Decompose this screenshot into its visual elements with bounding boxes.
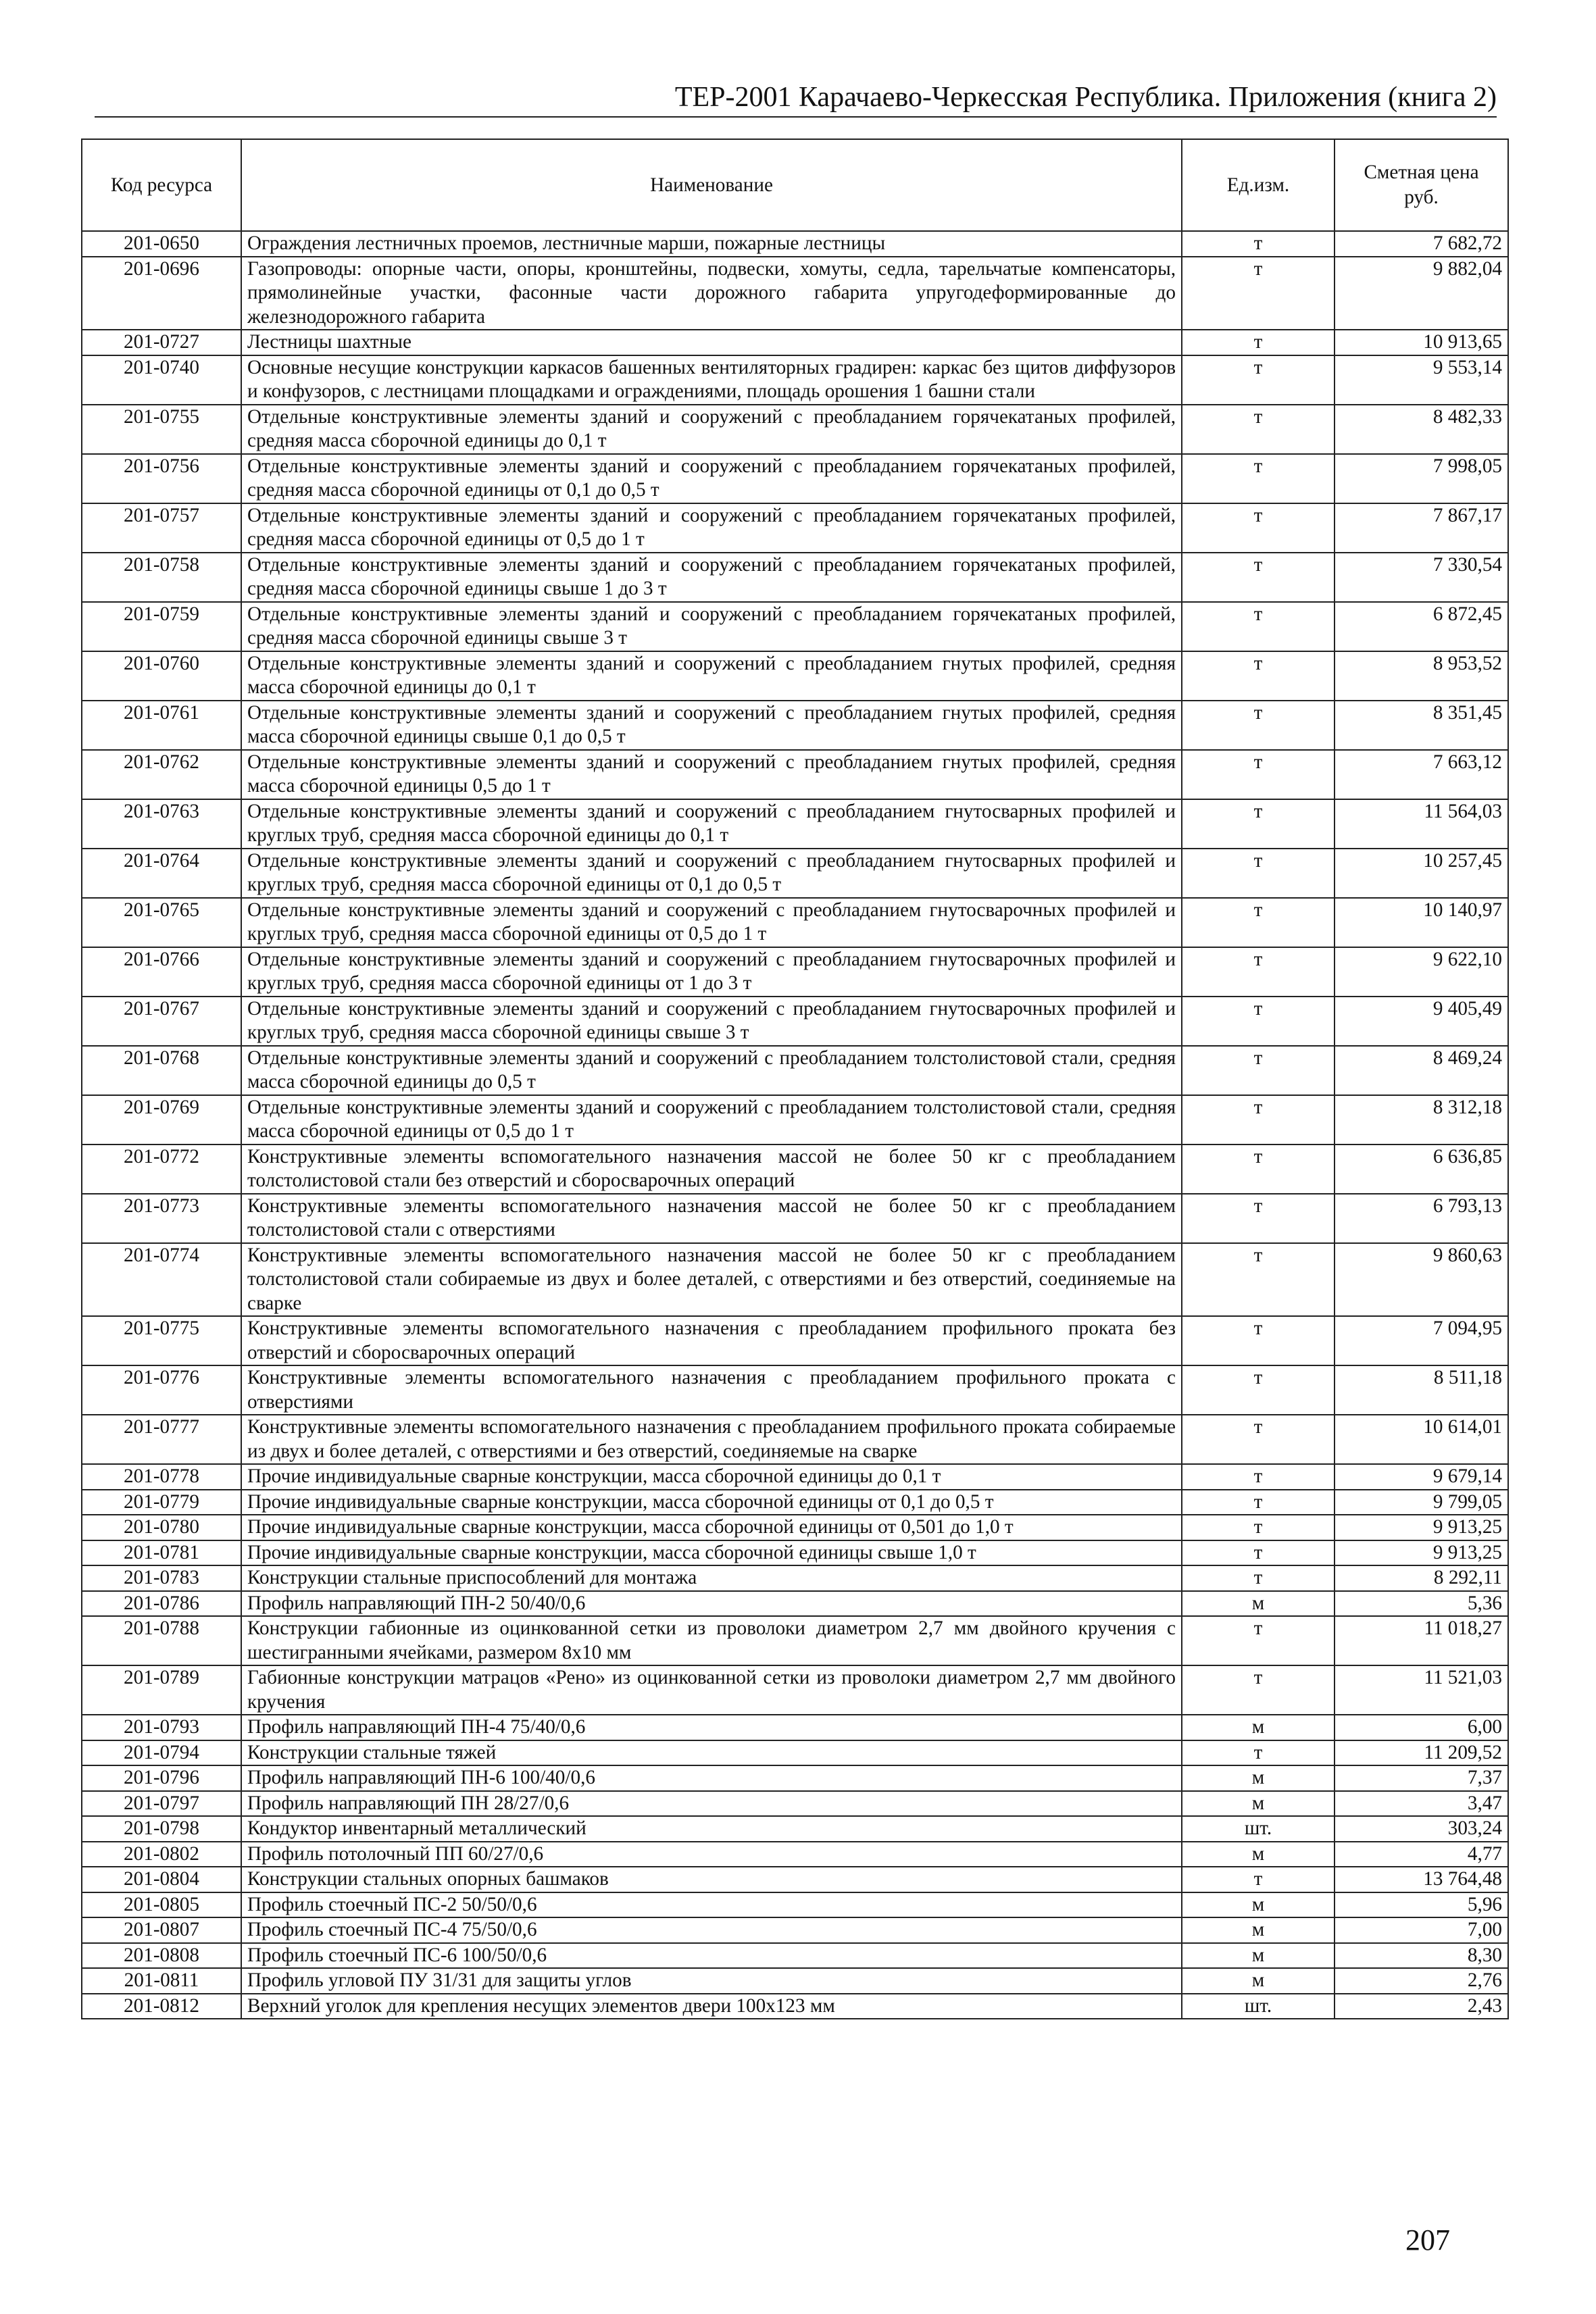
- table-row: [82, 553, 1508, 602]
- cell-name: Прочие индивидуальные сварные конструкции, масса сборочной единицы от 0,1 до 0,5 т: [241, 1490, 1182, 1515]
- cell-code: 201-0807: [82, 1917, 241, 1943]
- cell-code: 201-0779: [82, 1490, 241, 1515]
- cell-code: 201-0757: [82, 503, 241, 553]
- cell-name: Ограждения лестничных проемов, лестничные марши, пожарные лестницы: [241, 231, 1182, 257]
- col-header-unit: Ед.изм.: [1182, 139, 1335, 231]
- cell-price: 6 872,45: [1335, 602, 1508, 651]
- table-row: [82, 1917, 1508, 1943]
- cell-unit: т: [1182, 1145, 1335, 1194]
- table-row: [82, 602, 1508, 651]
- cell-name: Конструкции стальных опорных башмаков: [241, 1867, 1182, 1892]
- cell-name: Отдельные конструктивные элементы зданий и сооружений с преобладанием гнутосварочных профилей и круглых труб, средняя масса сборочной единицы свыше 3 т: [241, 997, 1182, 1046]
- table-row: [82, 947, 1508, 997]
- cell-unit: т: [1182, 799, 1335, 849]
- cell-name: Профиль направляющий ПН-6 100/40/0,6: [241, 1765, 1182, 1791]
- cell-unit: т: [1182, 454, 1335, 503]
- table-row: [82, 1365, 1508, 1415]
- cell-code: 201-0789: [82, 1665, 241, 1715]
- cell-price: 2,76: [1335, 1968, 1508, 1994]
- cell-name: Отдельные конструктивные элементы зданий и сооружений с преобладанием гнутосварочных профилей и круглых труб, средняя масса сборочной единицы от 1 до 3 т: [241, 947, 1182, 997]
- cell-name: Отдельные конструктивные элементы зданий и сооружений с преобладанием толстолистовой стали, средняя масса сборочной единицы до 0,5 т: [241, 1046, 1182, 1095]
- cell-unit: т: [1182, 1490, 1335, 1515]
- cell-code: 201-0769: [82, 1095, 241, 1145]
- cell-unit: т: [1182, 405, 1335, 454]
- cell-unit: т: [1182, 1515, 1335, 1540]
- cell-name: Верхний уголок для крепления несущих элементов двери 100х123 мм: [241, 1994, 1182, 2019]
- cell-unit: т: [1182, 355, 1335, 405]
- cell-price: 2,43: [1335, 1994, 1508, 2019]
- cell-unit: т: [1182, 1243, 1335, 1317]
- cell-price: 6 793,13: [1335, 1194, 1508, 1243]
- cell-price: 7 682,72: [1335, 231, 1508, 257]
- cell-code: 201-0794: [82, 1740, 241, 1766]
- cell-code: 201-0774: [82, 1243, 241, 1317]
- cell-code: 201-0740: [82, 355, 241, 405]
- table-row: [82, 849, 1508, 898]
- table-row: [82, 1565, 1508, 1591]
- cell-price: 8 312,18: [1335, 1095, 1508, 1145]
- cell-code: 201-0768: [82, 1046, 241, 1095]
- cell-unit: т: [1182, 1740, 1335, 1766]
- cell-code: 201-0805: [82, 1892, 241, 1918]
- cell-code: 201-0772: [82, 1145, 241, 1194]
- table-row: [82, 1243, 1508, 1317]
- table-row: [82, 1616, 1508, 1665]
- cell-price: 9 913,25: [1335, 1540, 1508, 1566]
- cell-name: Профиль стоечный ПС-4 75/50/0,6: [241, 1917, 1182, 1943]
- cell-unit: т: [1182, 651, 1335, 701]
- cell-unit: т: [1182, 1616, 1335, 1665]
- cell-name: Профиль стоечный ПС-2 50/50/0,6: [241, 1892, 1182, 1918]
- table-row: [82, 1715, 1508, 1740]
- table-row: [82, 257, 1508, 330]
- cell-code: 201-0804: [82, 1867, 241, 1892]
- table-row: [82, 651, 1508, 701]
- cell-unit: шт.: [1182, 1816, 1335, 1842]
- table-row: [82, 454, 1508, 503]
- cell-unit: м: [1182, 1943, 1335, 1969]
- table-row: [82, 1316, 1508, 1365]
- cell-unit: т: [1182, 849, 1335, 898]
- table-row: [82, 1867, 1508, 1892]
- cell-code: 201-0756: [82, 454, 241, 503]
- cell-price: 8,30: [1335, 1943, 1508, 1969]
- cell-name: Кондуктор инвентарный металлический: [241, 1816, 1182, 1842]
- cell-price: 8 482,33: [1335, 405, 1508, 454]
- cell-price: 6,00: [1335, 1715, 1508, 1740]
- cell-code: 201-0761: [82, 701, 241, 750]
- cell-unit: т: [1182, 330, 1335, 355]
- cell-price: 9 860,63: [1335, 1243, 1508, 1317]
- cell-name: Конструкции стальные тяжей: [241, 1740, 1182, 1766]
- cell-code: 201-0758: [82, 553, 241, 602]
- cell-code: 201-0762: [82, 750, 241, 799]
- cell-name: Отдельные конструктивные элементы зданий и сооружений с преобладанием гнутосварочных профилей и круглых труб, средняя масса сборочной единицы от 0,5 до 1 т: [241, 898, 1182, 947]
- cell-unit: м: [1182, 1715, 1335, 1740]
- cell-name: Профиль стоечный ПС-6 100/50/0,6: [241, 1943, 1182, 1969]
- cell-name: Профиль направляющий ПН 28/27/0,6: [241, 1791, 1182, 1817]
- cell-code: 201-0773: [82, 1194, 241, 1243]
- cell-price: 11 209,52: [1335, 1740, 1508, 1766]
- table-row: [82, 1665, 1508, 1715]
- cell-code: 201-0802: [82, 1842, 241, 1867]
- cell-name: Прочие индивидуальные сварные конструкции, масса сборочной единицы до 0,1 т: [241, 1464, 1182, 1490]
- cell-unit: т: [1182, 231, 1335, 257]
- table-row: [82, 701, 1508, 750]
- cell-price: 11 018,27: [1335, 1616, 1508, 1665]
- table-row: [82, 1095, 1508, 1145]
- page-number: 207: [1405, 2223, 1450, 2257]
- cell-unit: т: [1182, 701, 1335, 750]
- header-row: [82, 139, 1508, 231]
- cell-unit: т: [1182, 1665, 1335, 1715]
- cell-code: 201-0775: [82, 1316, 241, 1365]
- cell-code: 201-0796: [82, 1765, 241, 1791]
- cell-code: 201-0766: [82, 947, 241, 997]
- table-row: [82, 405, 1508, 454]
- cell-name: Габионные конструкции матрацов «Рено» из оцинкованной сетки из проволоки диаметром 2,7 мм двойного кручения: [241, 1665, 1182, 1715]
- table-row: [82, 1892, 1508, 1918]
- cell-unit: т: [1182, 1046, 1335, 1095]
- cell-name: Профиль угловой ПУ 31/31 для защиты углов: [241, 1968, 1182, 1994]
- table-row: [82, 231, 1508, 257]
- cell-name: Отдельные конструктивные элементы зданий и сооружений с преобладанием горячекатаных профилей, средняя масса сборочной единицы до 0,1 т: [241, 405, 1182, 454]
- cell-name: Отдельные конструктивные элементы зданий и сооружений с преобладанием горячекатаных профилей, средняя масса сборочной единицы свыше 3 т: [241, 602, 1182, 651]
- cell-code: 201-0793: [82, 1715, 241, 1740]
- table-row: [82, 1145, 1508, 1194]
- cell-unit: т: [1182, 1095, 1335, 1145]
- cell-code: 201-0781: [82, 1540, 241, 1566]
- cell-code: 201-0755: [82, 405, 241, 454]
- cell-unit: т: [1182, 1540, 1335, 1566]
- table-row: [82, 1415, 1508, 1464]
- cell-name: Профиль потолочный ПП 60/27/0,6: [241, 1842, 1182, 1867]
- cell-unit: т: [1182, 750, 1335, 799]
- cell-unit: шт.: [1182, 1994, 1335, 2019]
- cell-code: 201-0759: [82, 602, 241, 651]
- cell-price: 8 469,24: [1335, 1046, 1508, 1095]
- cell-price: 8 511,18: [1335, 1365, 1508, 1415]
- cell-unit: т: [1182, 947, 1335, 997]
- cell-unit: т: [1182, 553, 1335, 602]
- cell-name: Отдельные конструктивные элементы зданий и сооружений с преобладанием гнутосварных профилей и круглых труб, средняя масса сборочной единицы до 0,1 т: [241, 799, 1182, 849]
- cell-unit: м: [1182, 1591, 1335, 1617]
- cell-name: Прочие индивидуальные сварные конструкции, масса сборочной единицы от 0,501 до 1,0 т: [241, 1515, 1182, 1540]
- cell-code: 201-0776: [82, 1365, 241, 1415]
- cell-name: Отдельные конструктивные элементы зданий и сооружений с преобладанием толстолистовой стали, средняя масса сборочной единицы от 0,5 до 1 т: [241, 1095, 1182, 1145]
- cell-price: 10 614,01: [1335, 1415, 1508, 1464]
- cell-name: Прочие индивидуальные сварные конструкции, масса сборочной единицы свыше 1,0 т: [241, 1540, 1182, 1566]
- cell-name: Газопроводы: опорные части, опоры, кронштейны, подвески, хомуты, седла, тарельчатые компенсаторы, прямолинейные участки, фасонные части дорожного габарита упругодеформированные до железнодорожного габарита: [241, 257, 1182, 330]
- cell-name: Отдельные конструктивные элементы зданий и сооружений с преобладанием гнутосварных профилей и круглых труб, средняя масса сборочной единицы от 0,1 до 0,5 т: [241, 849, 1182, 898]
- table-row: [82, 1791, 1508, 1817]
- cell-name: Отдельные конструктивные элементы зданий и сооружений с преобладанием горячекатаных профилей, средняя масса сборочной единицы свыше 1 до 3 т: [241, 553, 1182, 602]
- cell-unit: т: [1182, 503, 1335, 553]
- cell-price: 3,47: [1335, 1791, 1508, 1817]
- cell-unit: т: [1182, 1464, 1335, 1490]
- cell-code: 201-0777: [82, 1415, 241, 1464]
- cell-code: 201-0786: [82, 1591, 241, 1617]
- cell-unit: м: [1182, 1892, 1335, 1918]
- table-row: [82, 1816, 1508, 1842]
- cell-price: 9 913,25: [1335, 1515, 1508, 1540]
- cell-price: 6 636,85: [1335, 1145, 1508, 1194]
- cell-price: 8 953,52: [1335, 651, 1508, 701]
- table-row: [82, 1740, 1508, 1766]
- table-row: [82, 1464, 1508, 1490]
- cell-price: 7,00: [1335, 1917, 1508, 1943]
- cell-price: 7,37: [1335, 1765, 1508, 1791]
- col-header-code: Код ресурса: [82, 139, 241, 231]
- table-row: [82, 898, 1508, 947]
- table-row: [82, 1765, 1508, 1791]
- cell-name: Лестницы шахтные: [241, 330, 1182, 355]
- cell-price: 9 882,04: [1335, 257, 1508, 330]
- cell-price: 10 140,97: [1335, 898, 1508, 947]
- cell-price: 9 622,10: [1335, 947, 1508, 997]
- cell-price: 10 913,65: [1335, 330, 1508, 355]
- cell-price: 7 867,17: [1335, 503, 1508, 553]
- cell-unit: т: [1182, 1415, 1335, 1464]
- cell-unit: т: [1182, 257, 1335, 330]
- cell-code: 201-0765: [82, 898, 241, 947]
- cell-price: 7 330,54: [1335, 553, 1508, 602]
- resource-price-table: [81, 139, 1509, 2019]
- col-header-name: Наименование: [241, 139, 1182, 231]
- cell-name: Профиль направляющий ПН-4 75/40/0,6: [241, 1715, 1182, 1740]
- table-row: [82, 799, 1508, 849]
- cell-code: 201-0808: [82, 1943, 241, 1969]
- cell-unit: м: [1182, 1917, 1335, 1943]
- cell-unit: т: [1182, 602, 1335, 651]
- table-row: [82, 1046, 1508, 1095]
- table-row: [82, 750, 1508, 799]
- table-row: [82, 1515, 1508, 1540]
- cell-price: 9 679,14: [1335, 1464, 1508, 1490]
- cell-price: 5,96: [1335, 1892, 1508, 1918]
- running-header: ТЕР-2001 Карачаево-Черкесская Республика. Приложения (книга 2): [674, 82, 1497, 113]
- table-row: [82, 330, 1508, 355]
- cell-name: Профиль направляющий ПН-2 50/40/0,6: [241, 1591, 1182, 1617]
- cell-code: 201-0788: [82, 1616, 241, 1665]
- cell-code: 201-0767: [82, 997, 241, 1046]
- cell-code: 201-0798: [82, 1816, 241, 1842]
- header-rule: [95, 116, 1497, 118]
- cell-price: 8 292,11: [1335, 1565, 1508, 1591]
- table-row: [82, 1943, 1508, 1969]
- table-row: [82, 1994, 1508, 2019]
- cell-unit: т: [1182, 997, 1335, 1046]
- cell-code: 201-0780: [82, 1515, 241, 1540]
- cell-code: 201-0760: [82, 651, 241, 701]
- cell-unit: м: [1182, 1968, 1335, 1994]
- col-header-price: Сметная цена руб.: [1335, 139, 1508, 231]
- cell-code: 201-0797: [82, 1791, 241, 1817]
- cell-name: Конструктивные элементы вспомогательного назначения с преобладанием профильного проката собираемые из двух и более деталей, с отверстиями и без отверстий, соединяемые на сварке: [241, 1415, 1182, 1464]
- cell-code: 201-0778: [82, 1464, 241, 1490]
- cell-name: Конструктивные элементы вспомогательного назначения массой не более 50 кг с преобладанием толстолистовой стали без отверстий и сборосварочных операций: [241, 1145, 1182, 1194]
- cell-price: 13 764,48: [1335, 1867, 1508, 1892]
- cell-code: 201-0650: [82, 231, 241, 257]
- cell-name: Отдельные конструктивные элементы зданий и сооружений с преобладанием горячекатаных профилей, средняя масса сборочной единицы от 0,5 до 1 т: [241, 503, 1182, 553]
- cell-name: Конструктивные элементы вспомогательного назначения массой не более 50 кг с преобладанием толстолистовой стали собираемые из двух и более деталей, с отверстиями и без отверстий, соединяемые на сварке: [241, 1243, 1182, 1317]
- cell-unit: м: [1182, 1791, 1335, 1817]
- cell-unit: т: [1182, 898, 1335, 947]
- cell-unit: м: [1182, 1765, 1335, 1791]
- table-row: [82, 1490, 1508, 1515]
- cell-unit: т: [1182, 1365, 1335, 1415]
- cell-unit: т: [1182, 1194, 1335, 1243]
- cell-unit: т: [1182, 1316, 1335, 1365]
- cell-price: 9 799,05: [1335, 1490, 1508, 1515]
- table-row: [82, 1968, 1508, 1994]
- table-row: [82, 1194, 1508, 1243]
- cell-price: 11 521,03: [1335, 1665, 1508, 1715]
- cell-price: 10 257,45: [1335, 849, 1508, 898]
- cell-name: Отдельные конструктивные элементы зданий и сооружений с преобладанием горячекатаных профилей, средняя масса сборочной единицы от 0,1 до 0,5 т: [241, 454, 1182, 503]
- cell-price: 4,77: [1335, 1842, 1508, 1867]
- cell-unit: м: [1182, 1842, 1335, 1867]
- cell-price: 9 405,49: [1335, 997, 1508, 1046]
- cell-price: 7 998,05: [1335, 454, 1508, 503]
- table-row: [82, 1540, 1508, 1566]
- cell-name: Основные несущие конструкции каркасов башенных вентиляторных градирен: каркас без щитов диффузоров и конфузоров, с лестницами площадками и ограждениями, площадь орошения 1 башни стали: [241, 355, 1182, 405]
- cell-unit: т: [1182, 1867, 1335, 1892]
- cell-name: Конструктивные элементы вспомогательного назначения массой не более 50 кг с преобладанием толстолистовой стали с отверстиями: [241, 1194, 1182, 1243]
- cell-price: 9 553,14: [1335, 355, 1508, 405]
- cell-name: Конструктивные элементы вспомогательного назначения с преобладанием профильного проката без отверстий и сборосварочных операций: [241, 1316, 1182, 1365]
- cell-code: 201-0812: [82, 1994, 241, 2019]
- cell-name: Отдельные конструктивные элементы зданий и сооружений с преобладанием гнутых профилей, средняя масса сборочной единицы 0,5 до 1 т: [241, 750, 1182, 799]
- cell-price: 5,36: [1335, 1591, 1508, 1617]
- cell-code: 201-0764: [82, 849, 241, 898]
- cell-name: Конструктивные элементы вспомогательного назначения с преобладанием профильного проката с отверстиями: [241, 1365, 1182, 1415]
- cell-price: 11 564,03: [1335, 799, 1508, 849]
- table-row: [82, 503, 1508, 553]
- cell-name: Конструкции стальные приспособлений для монтажа: [241, 1565, 1182, 1591]
- cell-name: Отдельные конструктивные элементы зданий и сооружений с преобладанием гнутых профилей, средняя масса сборочной единицы до 0,1 т: [241, 651, 1182, 701]
- cell-price: 303,24: [1335, 1816, 1508, 1842]
- cell-code: 201-0696: [82, 257, 241, 330]
- cell-name: Конструкции габионные из оцинкованной сетки из проволоки диаметром 2,7 мм двойного кручения с шестигранными ячейками, размером 8х10 мм: [241, 1616, 1182, 1665]
- cell-price: 7 663,12: [1335, 750, 1508, 799]
- table-row: [82, 1842, 1508, 1867]
- cell-unit: т: [1182, 1565, 1335, 1591]
- table-header: [82, 139, 1508, 231]
- cell-price: 7 094,95: [1335, 1316, 1508, 1365]
- cell-price: 8 351,45: [1335, 701, 1508, 750]
- cell-code: 201-0783: [82, 1565, 241, 1591]
- table-body: [82, 231, 1508, 2019]
- table-row: [82, 997, 1508, 1046]
- cell-code: 201-0811: [82, 1968, 241, 1994]
- cell-code: 201-0763: [82, 799, 241, 849]
- cell-code: 201-0727: [82, 330, 241, 355]
- table-row: [82, 355, 1508, 405]
- table-row: [82, 1591, 1508, 1617]
- cell-name: Отдельные конструктивные элементы зданий и сооружений с преобладанием гнутых профилей, средняя масса сборочной единицы свыше 0,1 до 0,5 т: [241, 701, 1182, 750]
